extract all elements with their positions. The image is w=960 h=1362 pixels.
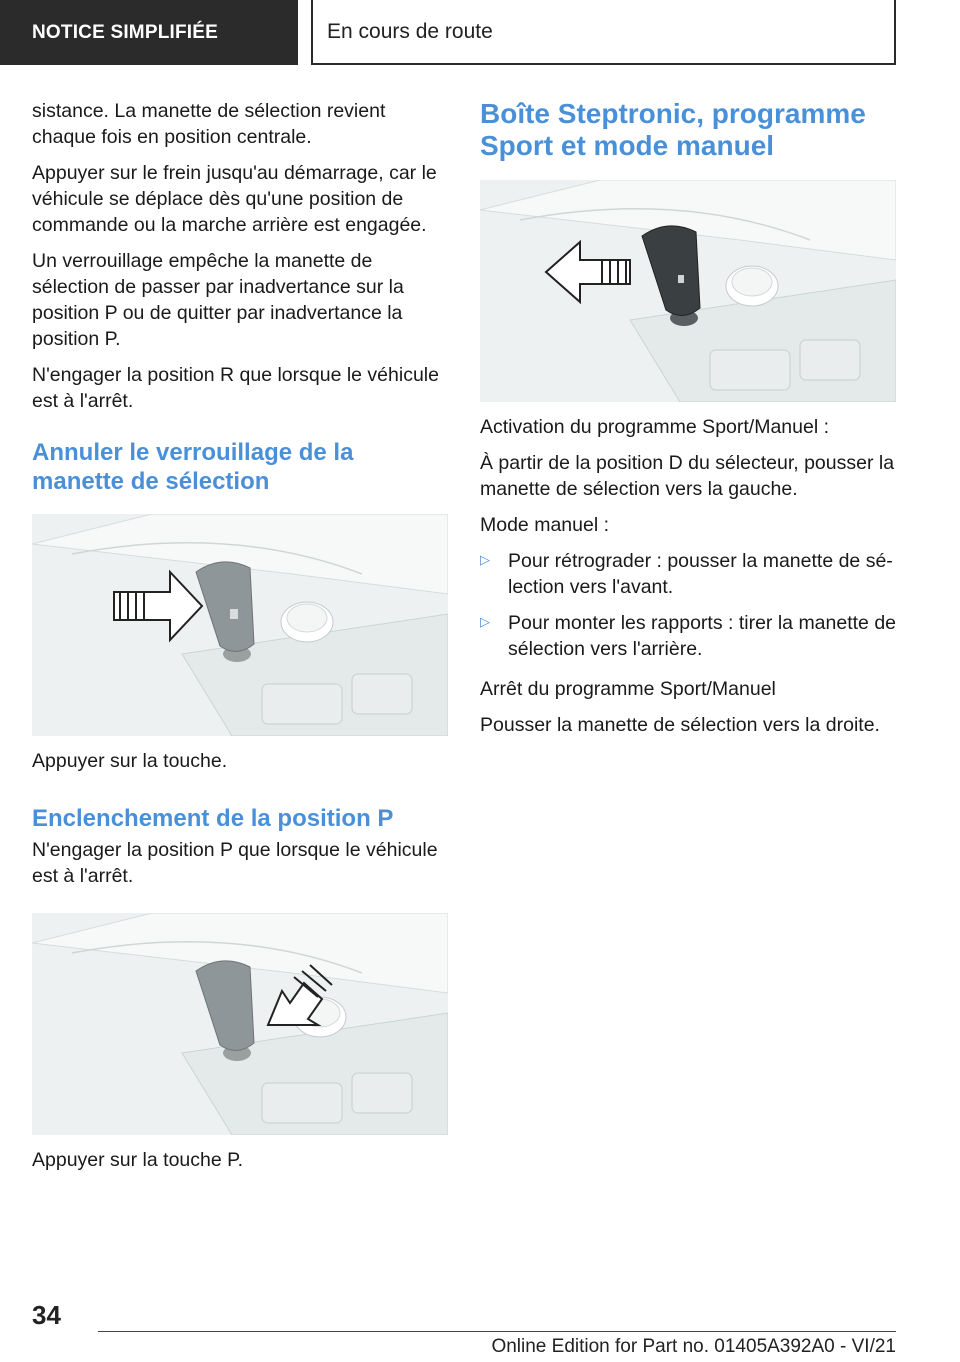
section-heading-park: Enclenchement de la position P [32, 805, 394, 832]
paragraph: Pousser la manette de sélection vers la droite. [480, 714, 880, 736]
bullet-list [480, 548, 896, 662]
section-heading-steptronic: Boîte Steptronic, programme Sport et mode manuel [480, 98, 866, 161]
paragraph: Mode manuel : [480, 514, 609, 536]
paragraph: Activation du programme Sport/Manuel : [480, 416, 830, 438]
chapter-tab: En cours de route [311, 0, 896, 65]
section-tab: NOTICE SIMPLIFIÉE [0, 0, 298, 65]
triangle-bullet-icon: ▷ [480, 614, 490, 629]
list-item [480, 548, 896, 600]
section-heading-unlock: Annuler le verrouillage de la manette de sélection [32, 439, 354, 495]
paragraph: N'engager la position P que lorsque le véhicule est à l'arrêt. [32, 839, 438, 887]
paragraph: Arrêt du programme Sport/Manuel [480, 678, 776, 700]
list-item-text: Pour rétrograder : pousser la manette de sélection vers l'avant. [508, 550, 893, 598]
triangle-bullet-icon: ▷ [480, 552, 490, 567]
gear-selector-sport-illustration [480, 180, 896, 402]
edition-footer: Online Edition for Part no. 01405A392A0 - VI/21 [491, 1336, 896, 1357]
figure-caption: Appuyer sur la touche P. [32, 1149, 244, 1171]
list-item [480, 610, 896, 662]
paragraph: sistance. La manette de sélection revient chaque fois en position centrale. [32, 100, 386, 148]
paragraph: N'engager la position R que lorsque le véhicule est à l'arrêt. [32, 364, 439, 412]
right-column [480, 98, 896, 748]
list-item-text: Pour monter les rapports : tirer la manette de sélection vers l'arrière. [508, 612, 897, 660]
figure-caption: Appuyer sur la touche. [32, 750, 228, 772]
left-column [32, 98, 448, 1183]
page-number: 34 [32, 1300, 61, 1330]
gear-selector-park-illustration [32, 913, 448, 1135]
footer-divider [98, 1331, 896, 1332]
paragraph: Appuyer sur le frein jusqu'au démarrage, car le véhicule se déplace dès qu'une position de commande ou la marche arrière est engagée. [32, 162, 437, 236]
paragraph: Un verrouillage empêche la manette de sélection de passer par inadvertance sur la position P ou de quitter par inadvertance la position P. [32, 250, 404, 350]
gear-selector-unlock-illustration [32, 514, 448, 736]
paragraph: À partir de la position D du sélecteur, pousser la manette de sélection vers la gauche. [480, 452, 895, 500]
